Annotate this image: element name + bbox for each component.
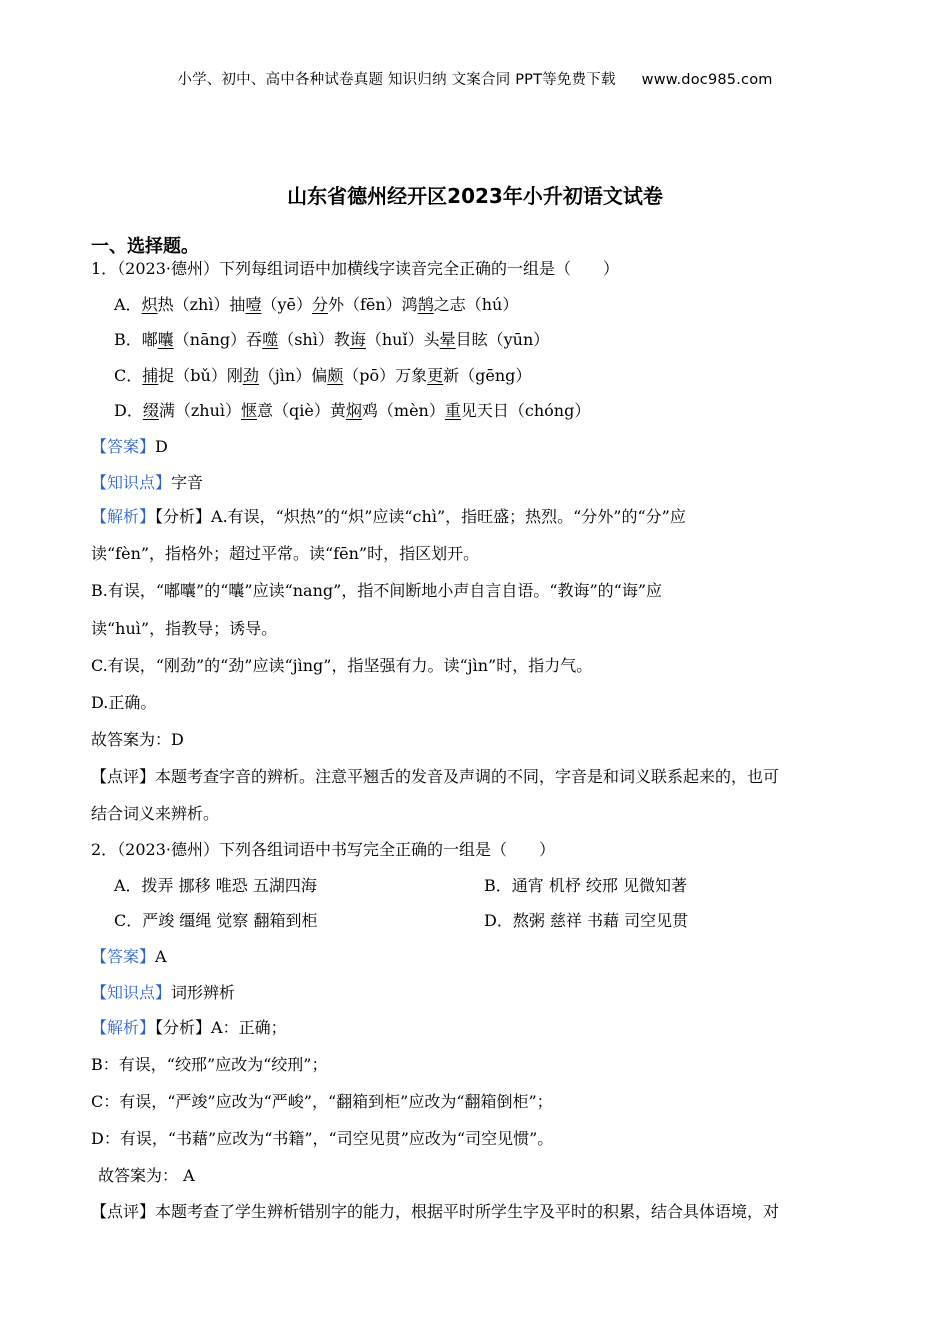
q1-analysis-line6: D.正确。	[91, 693, 157, 712]
q1-knowledge: 【知识点】字音	[91, 473, 204, 492]
page-header	[0, 68, 950, 89]
q2-comment: 【点评】本题考查了学生辨析错别字的能力，根据平时所学生字及平时的积累，结合具体语境，对	[91, 1202, 780, 1221]
page-title: 山东省德州经开区2023年小升初语文试卷	[287, 184, 663, 208]
section-title: 一、选择题。	[91, 236, 199, 257]
q1-comment-line2: 结合词义来辨析。	[91, 804, 220, 823]
q2-option-c: C．严竣 缰绳 觉察 翻箱到柜	[114, 911, 318, 930]
q1-answer: 【答案】D	[91, 437, 168, 456]
q1-analysis-line3: B.有误，“嘟囔”的“囔”应读“nang”，指不间断地小声自言自语。“教诲”的“诲”应	[91, 581, 663, 600]
q2-option-a: A．拨弄 挪移 唯恐 五湖四海	[114, 876, 317, 895]
q2-analysis: 【解析】【分析】A：正确；	[91, 1018, 287, 1037]
q1-option-d: D．缀满（zhuì）惬意（qiè）黄焖鸡（mèn）重见天日（chóng）	[114, 401, 591, 420]
q1-analysis-line5: C.有误，“刚劲”的“劲”应读“jìng”，指坚强有力。读“jìn”时，指力气。	[91, 656, 593, 675]
q2-option-d: D．熬粥 慈祥 书藉 司空见贯	[484, 911, 689, 930]
q1-stem: 1．（2023·德州）下列每组词语中加横线字读音完全正确的一组是（ ）	[91, 259, 619, 278]
q1-option-b: B．嘟囔（nāng）吞噬（shì）教诲（huǐ）头晕目眩（yūn）	[114, 330, 550, 349]
q2-stem: 2．（2023·德州）下列各组词语中书写完全正确的一组是（ ）	[91, 840, 555, 859]
q2-analysis-line3: C：有误，“严竣”应改为“严峻”，“翻箱到柜”应改为“翻箱倒柜”；	[91, 1092, 553, 1111]
q1-analysis-line2: 读“fèn”，指格外；超过平常。读“fēn”时，指区划开。	[91, 544, 480, 563]
q1-option-a: A．炽热（zhì）抽噎（yē）分外（fēn）鸿鹄之志（hú）	[114, 295, 519, 314]
q2-analysis-line4: D：有误，“书藉”应改为“书籍”，“司空见贯”应改为“司空见惯”。	[91, 1129, 554, 1148]
q2-conclusion: 故答案为： A	[98, 1166, 195, 1185]
q1-conclusion: 故答案为：D	[91, 730, 184, 749]
q1-analysis-line4: 读“huì”，指教导；诱导。	[91, 619, 278, 638]
header-text: 小学、初中、高中各种试卷真题 知识归纳 文案合同 PPT等免费下载	[177, 72, 616, 88]
q1-analysis: 【解析】【分析】A.有误，“炽热”的“炽”应读“chì”，指旺盛；热烈。“分外”的“分”应	[91, 507, 686, 526]
q2-option-b: B．通宵 机杼 绞邢 见微知著	[484, 876, 688, 895]
q1-option-c: C．捕捉（bǔ）刚劲（jìn）偏颇（pō）万象更新（gēng）	[114, 366, 532, 385]
q2-knowledge: 【知识点】词形辨析	[91, 983, 236, 1002]
q2-answer: 【答案】A	[91, 947, 167, 966]
q2-analysis-line2: B：有误，“绞邢”应改为“绞刑”；	[91, 1055, 328, 1074]
header-url[interactable]: www.doc985.com	[641, 72, 773, 88]
q1-comment: 【点评】本题考查字音的辨析。注意平翘舌的发音及声调的不同，字音是和词义联系起来的，也可	[91, 767, 780, 786]
